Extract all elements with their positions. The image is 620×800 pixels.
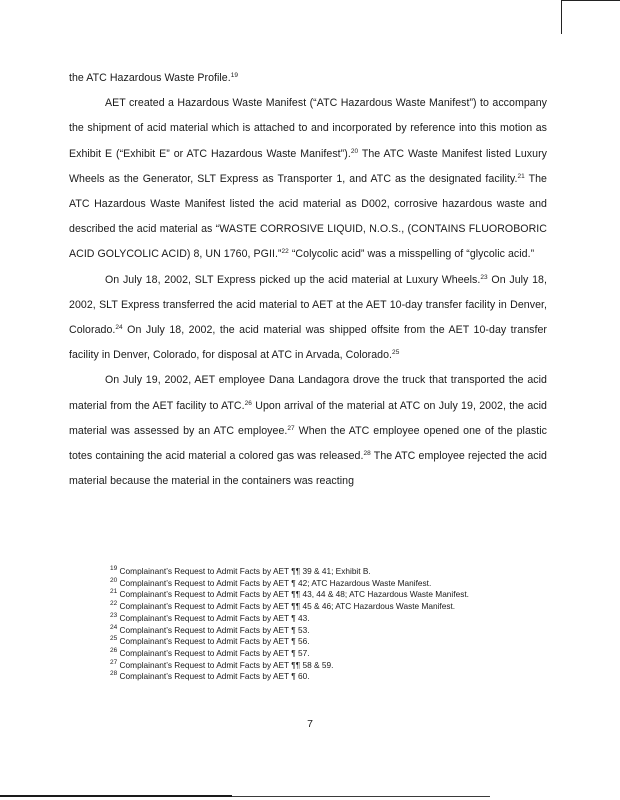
- paragraph-text: “Colycolic acid” was a misspelling of “glycolic acid.”: [288, 248, 535, 261]
- paragraph-3: [69, 268, 547, 369]
- paragraph-2: [69, 91, 547, 267]
- paragraph-text: When the ATC employee opened one of the plastic totes containing the acid material a colored gas was released.: [69, 424, 547, 463]
- footnote-text: Complainant’s Request to Admit Facts by AET ¶ 56.: [119, 636, 310, 647]
- paragraph-text: On July 18, 2002, SLT Express transferred the acid material to AET at the AET 10-day transfer facility in Denver, Colorado.: [69, 273, 547, 337]
- footnote: [69, 566, 547, 578]
- footnote-text: Complainant’s Request to Admit Facts by AET ¶¶ 43, 44 & 48; ATC Hazardous Waste Manifest.: [119, 589, 469, 600]
- footnote-ref: 20: [350, 147, 359, 155]
- footnote: [69, 636, 547, 648]
- footnote: [69, 601, 547, 613]
- top-right-border-horizontal: [561, 0, 620, 1]
- footnote-text: Complainant’s Request to Admit Facts by AET ¶ 43.: [119, 612, 310, 623]
- footnote: [69, 671, 547, 683]
- footnote-text: Complainant’s Request to Admit Facts by AET ¶¶ 45 & 46; ATC Hazardous Waste Manifest.: [119, 601, 456, 612]
- footnote-number: 24: [110, 623, 118, 631]
- footnote: [69, 578, 547, 590]
- footnote-ref: 22: [281, 248, 289, 256]
- footnote-ref: 21: [517, 172, 525, 180]
- footnotes: [69, 566, 547, 683]
- footnote-number: 20: [110, 576, 118, 584]
- footnote: [69, 613, 547, 625]
- paragraph-text: On July 18, 2002, SLT Express picked up the acid material at Luxury Wheels.: [105, 273, 481, 286]
- footnote-ref: 27: [287, 424, 295, 432]
- footnote-number: 26: [110, 646, 118, 654]
- paragraph-text: Upon arrival of the material at ATC on July 19, 2002, the acid material was assessed by an ATC employee.: [69, 399, 547, 437]
- footnote-text: Complainant’s Request to Admit Facts by AET ¶ 53.: [119, 624, 310, 635]
- paragraph-text: the ATC Hazardous Waste Profile.: [69, 72, 231, 84]
- footnote-text: Complainant’s Request to Admit Facts by AET ¶ 60.: [119, 671, 310, 682]
- top-right-border-vertical: [561, 0, 562, 34]
- footnote: [69, 648, 547, 660]
- paragraph-text: The ATC Waste Manifest listed Luxury Wheels as the Generator, SLT Express as Transporter 1, and ATC as the designated facility.: [69, 147, 547, 185]
- paragraph-text: On July 19, 2002, AET employee Dana Landagora drove the truck that transported the acid material from the AET facility to ATC.: [69, 374, 547, 412]
- paragraph-text: The ATC employee rejected the acid material because the material in the containers was reacting: [69, 450, 547, 488]
- footnote-number: 21: [110, 588, 118, 596]
- page-number: 7: [307, 718, 313, 730]
- footnote-number: 23: [110, 611, 118, 619]
- footnote-ref: 19: [230, 72, 239, 79]
- body-text: [69, 66, 547, 494]
- footnote-text: Complainant’s Request to Admit Facts by AET ¶ 42; ATC Hazardous Waste Manifest.: [119, 577, 432, 588]
- bottom-border-rule: [0, 795, 232, 797]
- footnote: [69, 625, 547, 637]
- footnote-number: 25: [110, 635, 118, 643]
- footnote-ref: 26: [244, 399, 252, 407]
- footnote-text: Complainant’s Request to Admit Facts by AET ¶¶ 58 & 59.: [119, 659, 334, 670]
- footnote-ref: 28: [363, 450, 371, 458]
- bottom-border-rule: [232, 796, 490, 797]
- footnote-ref: 24: [115, 324, 123, 332]
- footnote-text: Complainant’s Request to Admit Facts by AET ¶ 57.: [119, 647, 310, 658]
- paragraph-1: [69, 66, 547, 91]
- footnote-number: 27: [110, 658, 118, 666]
- footnote: [69, 589, 547, 601]
- footnote-ref: 23: [480, 273, 488, 281]
- paragraph-text: The ATC Hazardous Waste Manifest listed the acid material as D002, corrosive hazardous waste and described the acid material as “WASTE CORROSIVE LIQUID, N.O.S., (CONTAINS FLUOROBORIC ACID GOLYCOLIC ACID) 8, UN 1760, PGII.”: [69, 172, 547, 261]
- footnote: [69, 660, 547, 672]
- footnote-text: Complainant’s Request to Admit Facts by AET ¶¶ 39 & 41; Exhibit B.: [119, 566, 371, 576]
- paragraph-text: On July 18, 2002, the acid material was shipped offsite from the AET 10-day transfer facility in Denver, Colorado, for disposal at ATC in Arvada, Colorado.: [69, 324, 547, 362]
- footnote-number: 19: [110, 565, 118, 572]
- paragraph-text: AET created a Hazardous Waste Manifest (“ATC Hazardous Waste Manifest”) to accompany the shipment of acid material which is attached to and incorporated by reference into this motion as Exhibit E (“Exhibit E” or ATC Hazardous Waste Manifest”).: [69, 97, 547, 160]
- footnote-ref: 25: [392, 349, 400, 357]
- footnote-number: 22: [110, 600, 118, 608]
- paragraph-4: [69, 368, 547, 494]
- footnote-number: 28: [110, 670, 118, 678]
